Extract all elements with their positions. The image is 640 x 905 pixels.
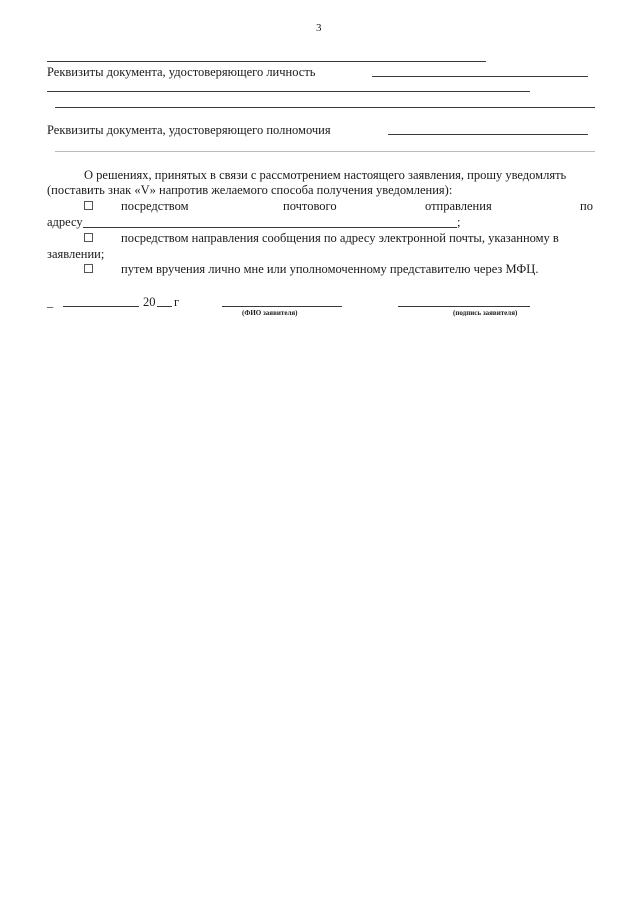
authority-doc-field-line2[interactable] (55, 151, 595, 152)
option-postal-word1: посредством (121, 199, 189, 213)
option-email-line1: посредством направления сообщения по адресу электронной почты, указанному в (121, 231, 559, 245)
identity-doc-label: Реквизиты документа, удостоверяющего личность (47, 65, 316, 79)
option-postal-checkbox[interactable] (84, 201, 93, 210)
authority-doc-field[interactable] (388, 134, 588, 135)
option-postal-word2: почтового (283, 199, 337, 213)
option-mfc-checkbox[interactable] (84, 264, 93, 273)
fio-field[interactable] (222, 306, 342, 307)
option-email-line2: заявлении; (47, 247, 105, 261)
postal-address-field[interactable] (83, 227, 457, 228)
date-month-field[interactable] (63, 306, 139, 307)
option-postal-word3: отправления (425, 199, 492, 213)
identity-doc-field[interactable] (372, 76, 588, 77)
option-mfc-line1: путем вручения лично мне или уполномоченному представителю через МФЦ. (121, 262, 539, 276)
authority-doc-label: Реквизиты документа, удостоверяющего полномочия (47, 123, 331, 137)
identity-doc-field-line3[interactable] (55, 107, 595, 108)
option-email-checkbox[interactable] (84, 233, 93, 242)
date-year-field[interactable] (157, 306, 172, 307)
option-postal-word4: по (580, 199, 593, 213)
date-quote: _ (47, 295, 54, 309)
date-year-prefix: 20 (143, 295, 156, 309)
option-postal-semicolon: ; (457, 215, 461, 229)
identity-doc-field-line2[interactable] (47, 91, 530, 92)
signature-label: (подпись заявителя) (453, 309, 518, 317)
fio-label: (ФИО заявителя) (242, 309, 298, 317)
notification-intro-line2: (поставить знак «V» напротив желаемого способа получения уведомления): (47, 183, 453, 197)
notification-intro-line1: О решениях, принятых в связи с рассмотрением настоящего заявления, прошу уведомлять (84, 168, 567, 182)
signature-field[interactable] (398, 306, 530, 307)
date-year-suffix: г (174, 295, 180, 309)
blank-line (47, 61, 486, 62)
page-number: 3 (316, 22, 322, 34)
option-postal-address-label: адресу (47, 215, 83, 229)
